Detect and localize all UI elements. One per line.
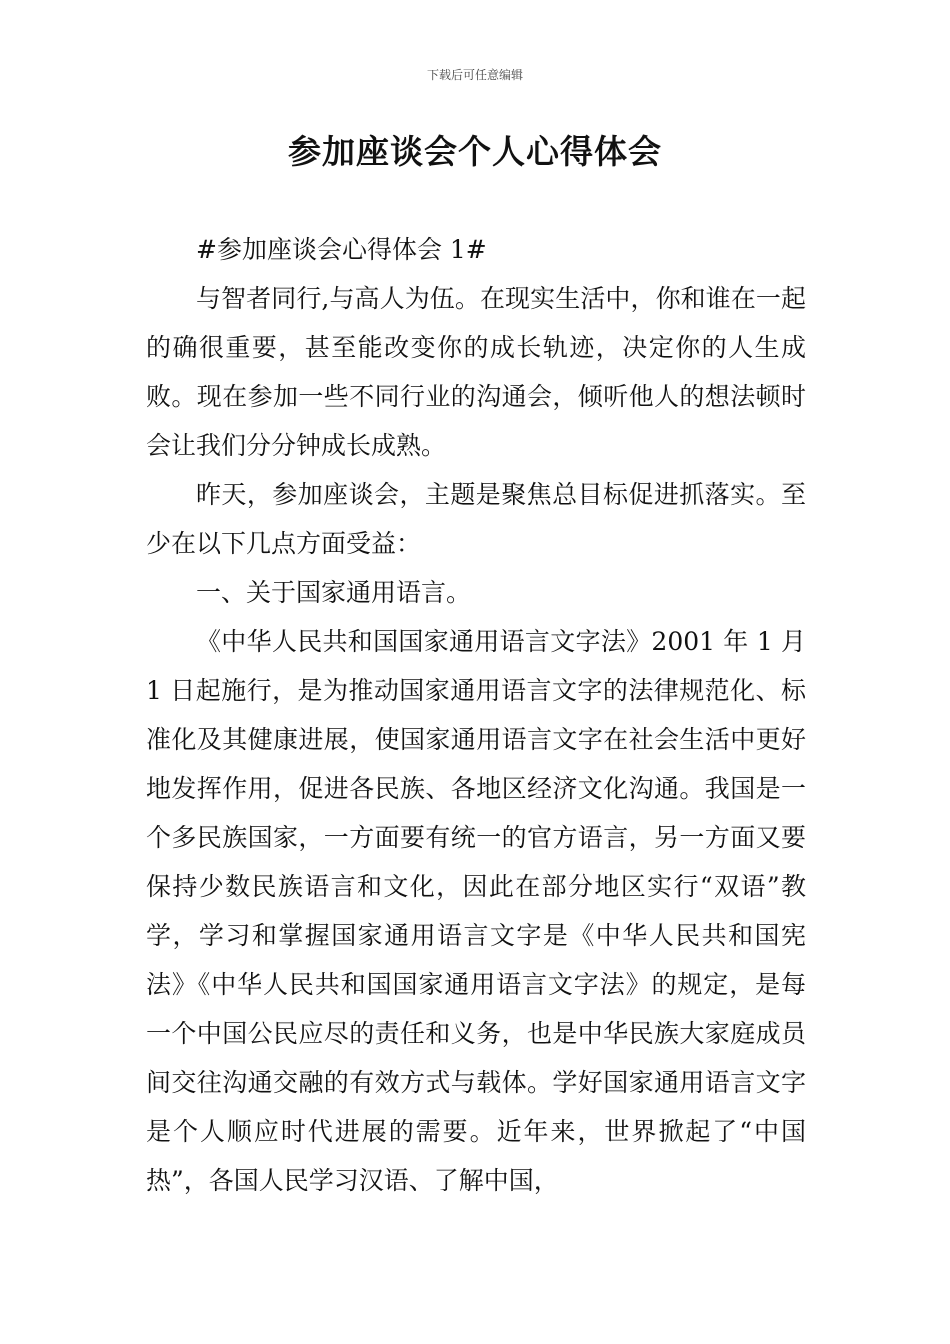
section-heading: #参加座谈会心得体会 1# xyxy=(196,235,487,264)
paragraph: 与智者同行,与高人为伍。在现实生活中，你和谁在一起的确很重要，甚至能改变你的成长轨迹，决定你的人生成败。现在参加一些不同行业的沟通会，倾听他人的想法顿时会让我们分分钟成长成熟。 xyxy=(146,284,806,460)
header-note: 下载后可任意编辑 xyxy=(426,68,523,82)
paragraph: 《中华人民共和国国家通用语言文字法》2001 年 1 月 1 日起施行，是为推动国家通用语言文字的法律规范化、标准化及其健康进展，使国家通用语言文字在社会生活中更好地发挥作用，促进各民族、各地区经济文化沟通。我国是一个多民族国家，一方面要有统一的官方语言，另一方面又要保持少数民族语言和文化，因此在部分地区实行“双语”教学，学习和掌握国家通用语言文字是《中华人民共和国宪法》《中华人民共和国国家通用语言文字法》的规定，是每一个中国公民应尽的责任和义务，也是中华民族大家庭成员间交往沟通交融的有效方式与载体。学好国家通用语言文字是个人顺应时代进展的需要。近年来，世界掀起了“中国热”，各国人民学习汉语、了解中国， xyxy=(146,627,806,1195)
subsection-heading: 一、关于国家通用语言。 xyxy=(196,578,472,607)
document-title: 参加座谈会个人心得体会 xyxy=(288,132,662,171)
document-body xyxy=(146,225,806,1205)
paragraph: 昨天，参加座谈会，主题是聚焦总目标促进抓落实。至少在以下几点方面受益： xyxy=(146,480,806,558)
